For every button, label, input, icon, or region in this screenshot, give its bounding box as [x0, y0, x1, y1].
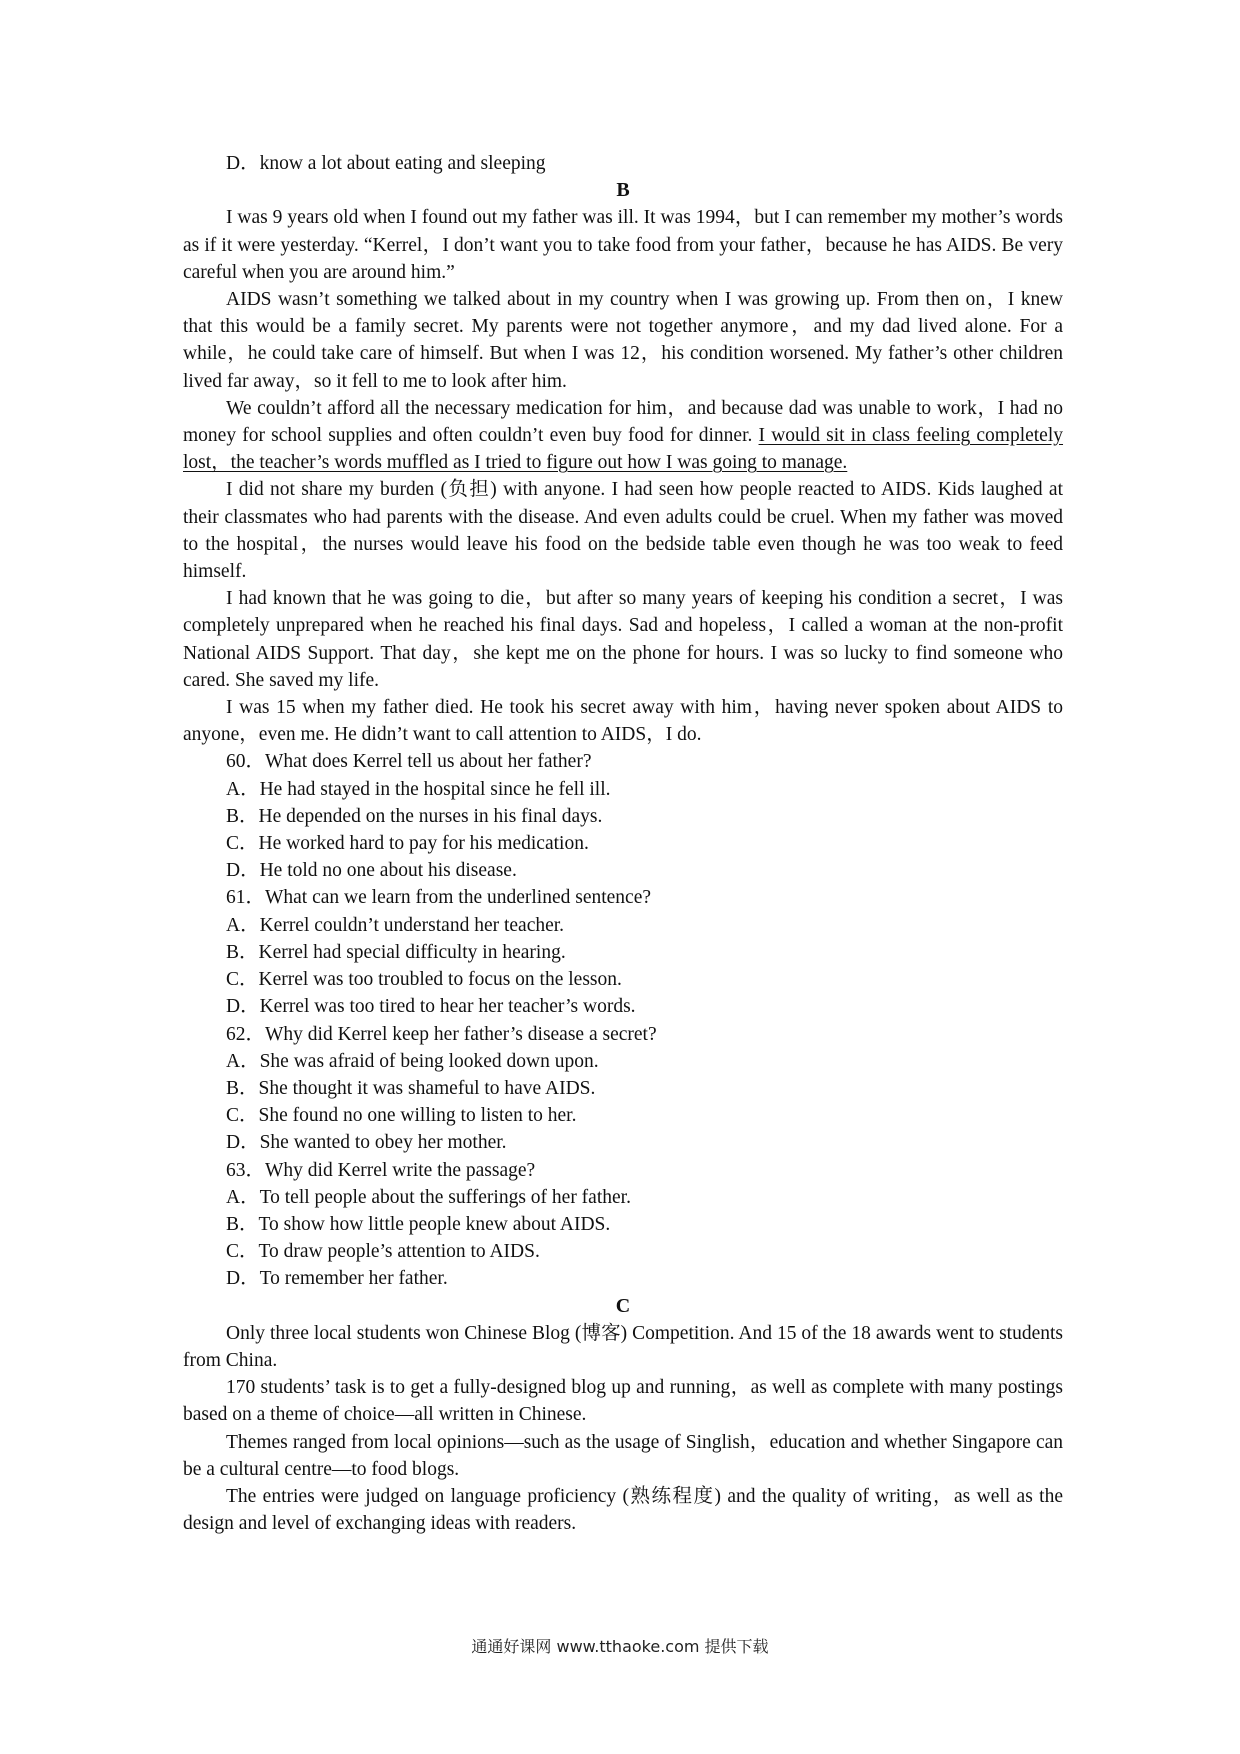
section-b-paragraph-6: I was 15 when my father died. He took his secret away with him，having never spoken about AIDS to anyone，even me. He didn’t want to call attention to AIDS，I do. [183, 697, 1063, 746]
option-b: B．She thought it was shameful to have AIDS. [226, 1077, 596, 1099]
question-text: 60．What does Kerrel tell us about her father? [226, 751, 592, 773]
question-61 [183, 884, 1063, 1020]
option-d: D．She wanted to obey her mother. [226, 1132, 507, 1154]
option-a: A．She was afraid of being looked down upon. [226, 1050, 599, 1072]
option-a: A．To tell people about the sufferings of her father. [226, 1186, 631, 1208]
underlined-sentence: I would sit in class feeling completely lost，the teacher’s words muffled as I tried to figure out how I was going to manage. [183, 425, 1064, 474]
question-62 [183, 1021, 1063, 1157]
section-b-paragraph-5: I had known that he was going to die，but after so many years of keeping his condition a secret，I was completely unprepared when he reached his final days. Sad and hopeless，I called a woman at the non-profit National AIDS Support. That day，she kept me on the phone for hours. I was so lucky to find someone who cared. She saved my life. [183, 588, 1063, 691]
option-d: D．Kerrel was too tired to hear her teacher’s words. [226, 996, 636, 1018]
section-b-paragraph-1: I was 9 years old when I found out my father was ill. It was 1994，but I can remember my mother’s words as if it were yesterday. “Kerrel，I don’t want you to take food from your father，because he has AIDS. Be very careful when you are around him.” [183, 207, 1063, 283]
section-b-paragraph-2: AIDS wasn’t something we talked about in my country when I was growing up. From then on，I knew that this would be a family secret. My parents were not together anymore，and my dad lived alone. For a while，he could take care of himself. But when I was 12，his condition worsened. My father’s other children lived far away，so it fell to me to look after him. [183, 289, 1063, 392]
page-footer: 通通好课网 www.tthaoke.com 提供下载 [471, 1637, 769, 1656]
section-c-paragraph-2: 170 students’ task is to get a fully-designed blog up and running，as well as complete with many postings based on a theme of choice—all written in Chinese. [183, 1377, 1063, 1426]
question-text: 63．Why did Kerrel write the passage? [226, 1159, 536, 1181]
section-b-paragraph-4: I did not share my burden (负担) with anyone. I had seen how people reacted to AIDS. Kids laughed at their classmates who had parents with the disease. And even adults could be cruel. When my father was moved to the hospital，the nurses would leave his food on the bedside table even though he was too weak to feed himself. [183, 479, 1063, 583]
option-c: C．To draw people’s attention to AIDS. [226, 1241, 540, 1263]
previous-question-option-d: D．know a lot about eating and sleeping [226, 153, 546, 174]
section-c-heading: C [615, 1294, 631, 1317]
option-c: C．Kerrel was too troubled to focus on the lesson. [226, 969, 622, 991]
question-text: 62．Why did Kerrel keep her father’s disease a secret? [226, 1023, 657, 1045]
option-a: A．He had stayed in the hospital since he fell ill. [226, 778, 611, 800]
option-a: A．Kerrel couldn’t understand her teacher. [226, 914, 565, 936]
section-c-paragraph-1: Only three local students won Chinese Blog (博客) Competition. And 15 of the 18 awards went to students from China. [183, 1322, 1063, 1371]
option-b: B．He depended on the nurses in his final days. [226, 805, 603, 827]
question-63 [183, 1157, 1063, 1293]
question-60 [183, 748, 1063, 884]
option-b: B．Kerrel had special difficulty in hearing. [226, 941, 566, 963]
option-b: B．To show how little people knew about AIDS. [226, 1213, 611, 1235]
option-c: C．She found no one willing to listen to her. [226, 1105, 577, 1127]
section-b-paragraph-3 [183, 395, 1063, 477]
section-c-paragraph-4: The entries were judged on language proficiency (熟练程度) and the quality of writing，as well as the design and level of exchanging ideas with readers. [183, 1485, 1063, 1535]
paragraph-3-text: We couldn’t afford all the necessary medication for him，and because dad was unable to work，I had no money for school supplies and often couldn’t even buy food for dinner. [183, 397, 1063, 447]
option-d: D．To remember her father. [226, 1268, 448, 1290]
section-b-heading: B [616, 179, 630, 202]
option-d: D．He told no one about his disease. [226, 860, 517, 882]
page-content [183, 150, 1063, 1537]
option-c: C．He worked hard to pay for his medication. [226, 833, 589, 855]
question-text: 61．What can we learn from the underlined sentence? [226, 887, 652, 909]
section-c-paragraph-3: Themes ranged from local opinions—such as the usage of Singlish，education and whether Singapore can be a cultural centre—to food blogs. [183, 1431, 1063, 1480]
